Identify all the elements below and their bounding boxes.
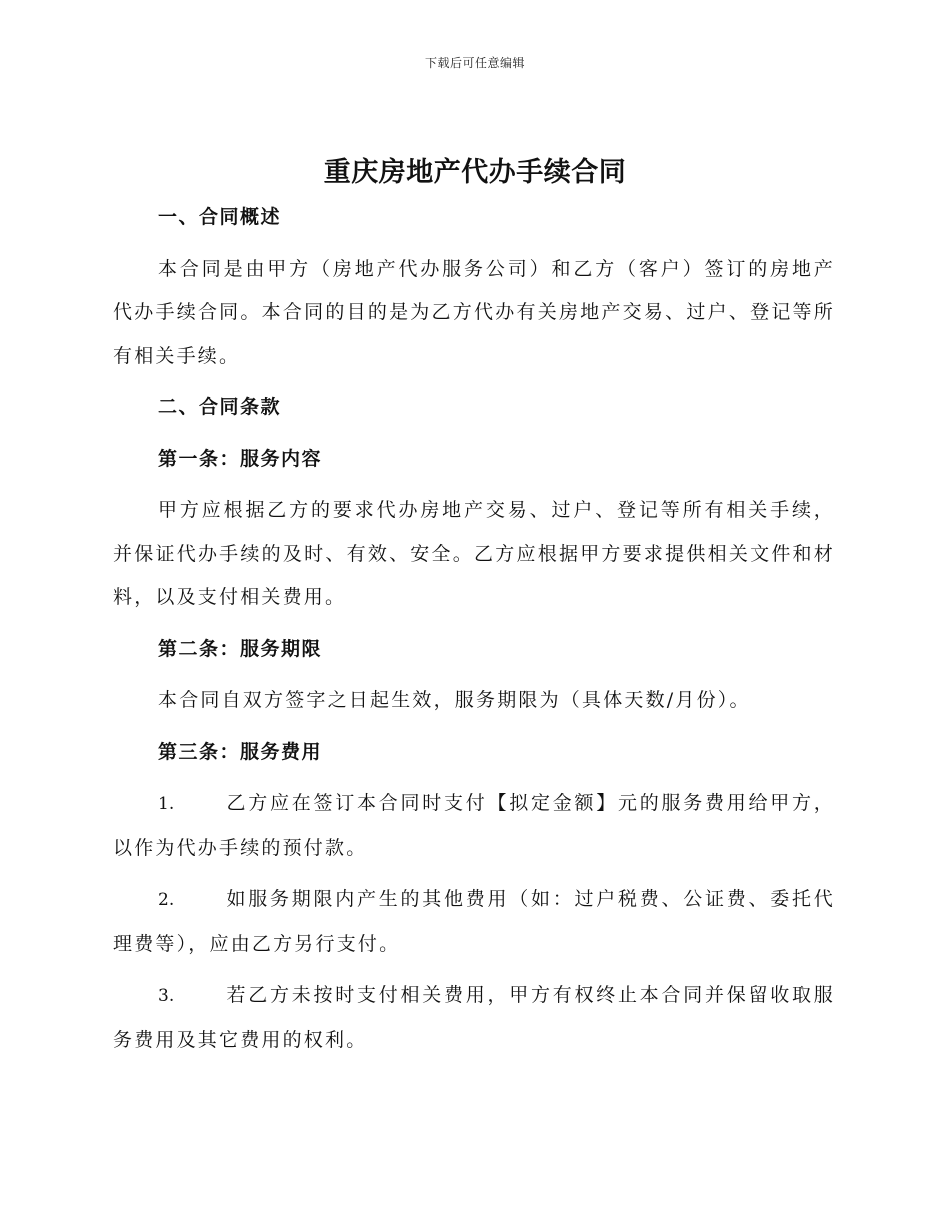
- article-heading-service-term: 第二条：服务期限: [158, 637, 323, 660]
- service-content-paragraph: 甲方应根据乙方的要求代办房地产交易、过户、登记等所有相关手续，并保证代办手续的及时、有效、安全。乙方应根据甲方要求提供相关文件和材料，以及支付相关费用。: [113, 499, 835, 608]
- list-item-text: 乙方应在签订本合同时支付【拟定金额】元的服务费用给甲方，以作为代办手续的预付款。: [113, 792, 835, 859]
- list-item-text: 若乙方未按时支付相关费用，甲方有权终止本合同并保留收取服务费用及其它费用的权利。: [113, 984, 835, 1051]
- service-term-paragraph: 本合同自双方签字之日起生效，服务期限为（具体天数/月份）。: [158, 689, 751, 711]
- fee-list-item: [113, 782, 835, 870]
- list-number: 2.: [158, 890, 175, 910]
- fee-list-item: [113, 974, 835, 1062]
- document-body: [113, 196, 835, 1062]
- section-heading-terms: 二、合同条款: [158, 396, 282, 418]
- overview-paragraph: 本合同是由甲方（房地产代办服务公司）和乙方（客户）签订的房地产代办手续合同。本合同的目的是为乙方代办有关房地产交易、过户、登记等所有相关手续。: [113, 257, 835, 367]
- article-heading-service-fee: 第三条：服务费用: [158, 740, 323, 763]
- page-header: 下载后可任意编辑: [424, 56, 525, 70]
- section-heading-overview: 一、合同概述: [158, 206, 282, 228]
- article-heading-service-content: 第一条：服务内容: [158, 447, 323, 470]
- list-item-text: 如服务期限内产生的其他费用（如：过户税费、公证费、委托代理费等），应由乙方另行支付。: [113, 888, 835, 955]
- list-number: 3.: [158, 986, 175, 1006]
- list-number: 1.: [158, 794, 175, 814]
- document-title: 重庆房地产代办手续合同: [323, 157, 627, 188]
- fee-list-item: [113, 878, 835, 966]
